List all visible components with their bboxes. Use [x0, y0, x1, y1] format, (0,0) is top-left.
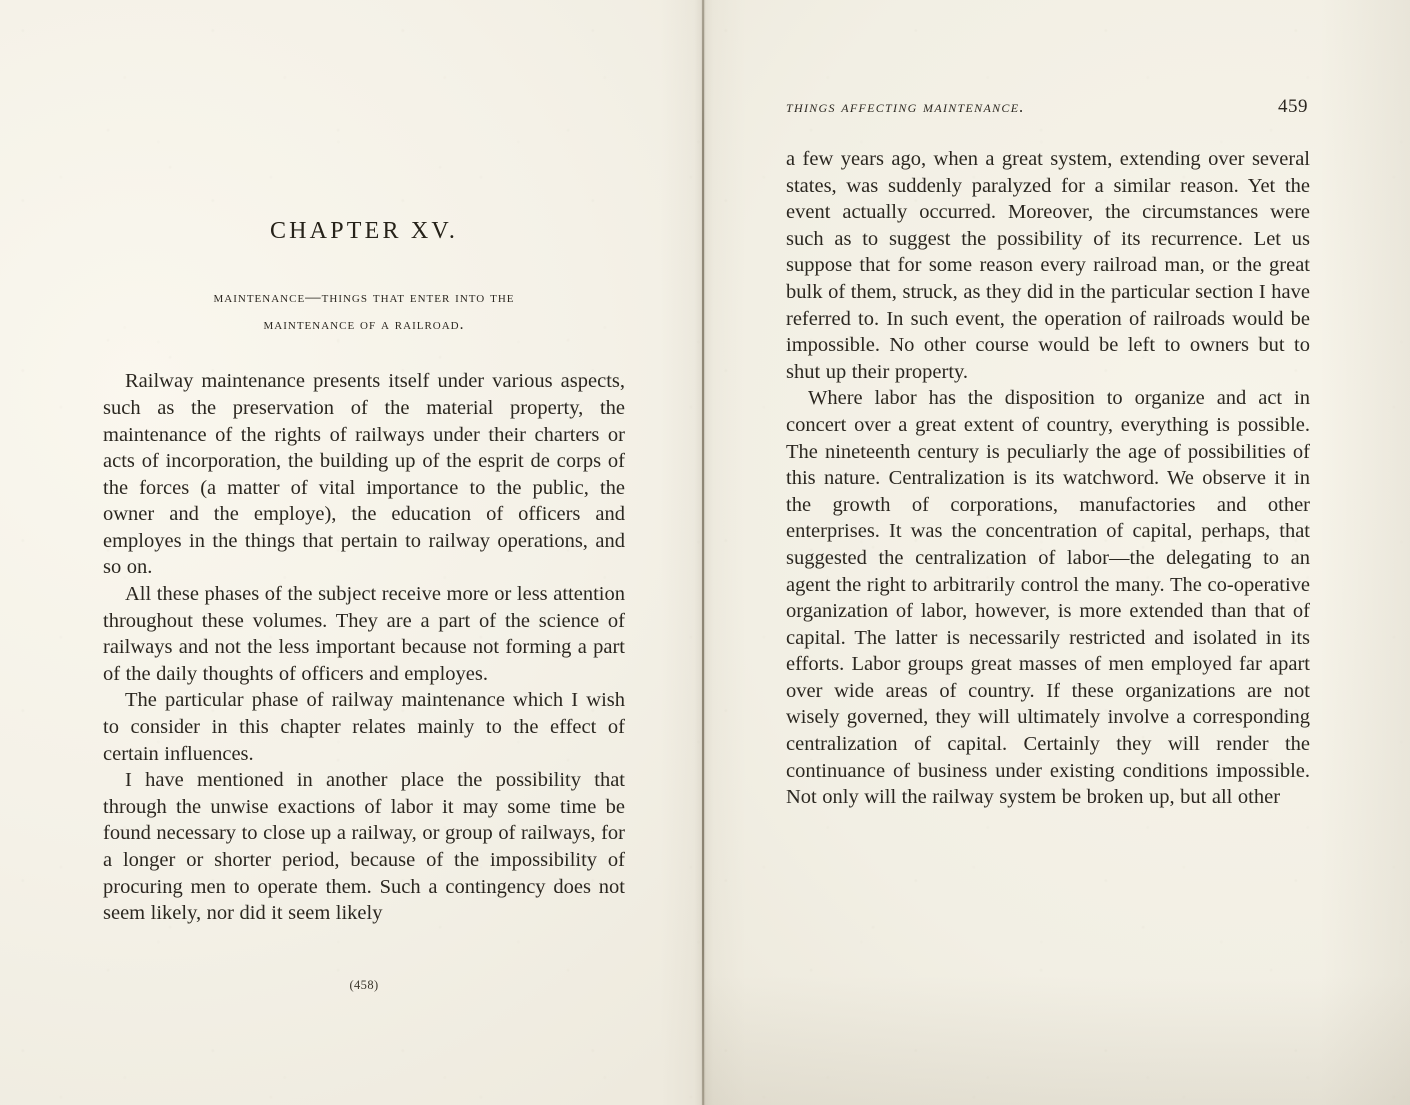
chapter-subtitle: [103, 285, 625, 338]
right-page-folio: 459: [1278, 96, 1308, 117]
left-page-folio: (458): [349, 978, 379, 992]
paragraph: I have mentioned in another place the possibility that through the unwise exactions of labor it may some time be found necessary to close up a railway, or group of railways, for a longer or shorter period, because of the impossibility of procuring men to operate them. Such a contingency does not seem likely, nor did it seem likely: [103, 769, 625, 925]
running-head: [786, 96, 1310, 118]
chapter-subtitle-line-2: maintenance of a railroad.: [263, 315, 465, 333]
paragraph: Where labor has the disposition to organize and act in concert over a great extent of country, everything is possible. The nineteenth century is peculiarly the age of possibilities of this nature. Centralization is its watchword. We observe it in the growth of corporations, manufactories and other enterprises. It was the concentration of capital, perhaps, that suggested the centralization of labor—the delegating to an agent the right to arbitrarily control the many. The co-operative organization of labor, however, is more extended than that of capital. The latter is necessarily restricted and isolated in its efforts. Labor groups great masses of men employed far apart over wide areas of country. If these organizations are not wisely governed, they will ultimately involve a corresponding centralization of capital. Certainly they will render the continuance of business under existing conditions impossible. Not only will the railway system be broken up, but all other: [786, 387, 1310, 809]
paragraph: a few years ago, when a great system, extending over several states, was suddenly paralyzed for a similar reason. Yet the event actually occurred. Moreover, the circumstances were such as to suggest the possibility of its recurrence. Let us suppose that for some reason every railroad man, or the great bulk of them, struck, as they did in the particular section I have referred to. In such event, the operation of railroads would be impossible. No other course would be left to owners but to shut up their property.: [786, 148, 1310, 383]
chapter-subtitle-line-1: maintenance—things that enter into the: [213, 289, 515, 306]
left-column-text: [103, 218, 625, 927]
paragraph: All these phases of the subject receive more or less attention throughout these volumes. They are a part of the science of railways and not the less important because not forming a part of the daily thoughts of officers and employes.: [103, 583, 625, 685]
paragraph: The particular phase of railway maintenance which I wish to consider in this chapter relates mainly to the effect of certain influences.: [103, 689, 625, 765]
chapter-title: CHAPTER XV.: [269, 218, 459, 244]
paragraph: Railway maintenance presents itself under various aspects, such as the preservation of the material property, the maintenance of the rights of railways under their charters or acts of incorporation, the building up of the esprit de corps of the forces (a matter of vital importance to the public, the owner and the employe), the education of officers and employes in the things that pertain to railway operations, and so on.: [103, 370, 625, 579]
right-column-text: [786, 146, 1310, 811]
running-head-title: things affecting maintenance.: [786, 97, 1025, 116]
